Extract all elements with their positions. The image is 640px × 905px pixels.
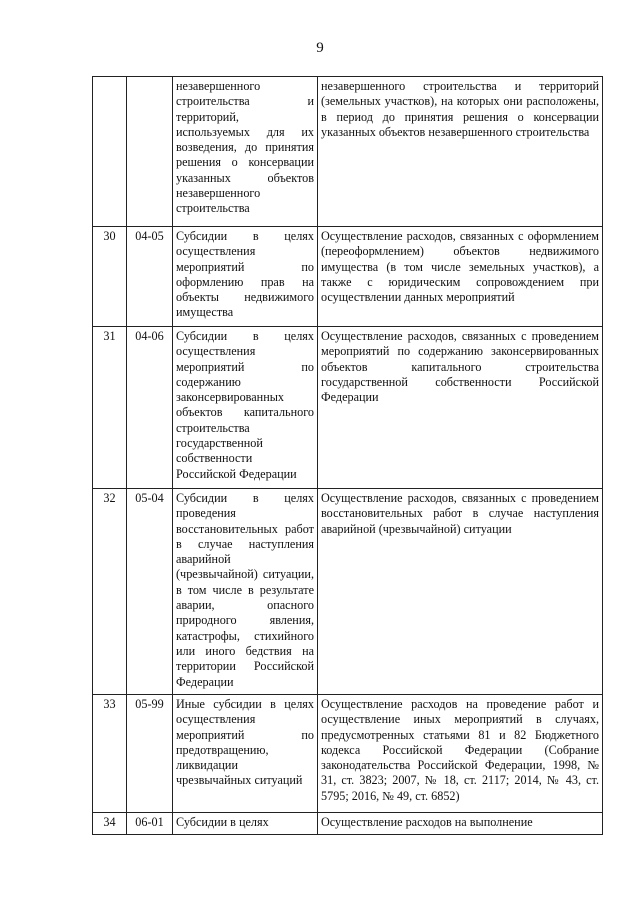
table-row: [93, 695, 603, 813]
document-table: [92, 76, 603, 835]
row-number-cell: 34: [93, 813, 127, 835]
subsidy-name-cell: Субсидии в целях осуществления мероприятий по содержанию законсервированных объектов капитального строительства государственной собственности Российской Федерации: [173, 327, 318, 489]
row-number-cell: 33: [93, 695, 127, 813]
description-cell: Осуществление расходов, связанных с проведением мероприятий по содержанию законсервированных объектов капитального строительства государственной собственности Российской Федерации: [318, 327, 603, 489]
code-cell: 04-05: [127, 227, 173, 327]
code-cell: [127, 77, 173, 227]
subsidy-name-cell: Субсидии в целях: [173, 813, 318, 835]
subsidy-name-cell: незавершенного строительства и территорий, используемых для их возведения, до принятия решения о консервации указанных объектов незавершенного строительства: [173, 77, 318, 227]
description-cell: незавершенного строительства и территорий (земельных участков), на которых они расположены, в период до принятия решения о консервации указанных объектов незавершенного строительства: [318, 77, 603, 227]
code-cell: 05-04: [127, 489, 173, 695]
table-row: [93, 327, 603, 489]
code-cell: 04-06: [127, 327, 173, 489]
subsidy-name-cell: Иные субсидии в целях осуществления мероприятий по предотвращению, ликвидации чрезвычайных ситуаций: [173, 695, 318, 813]
code-cell: 06-01: [127, 813, 173, 835]
description-cell: Осуществление расходов, связанных с оформлением (переоформлением) объектов недвижимого имущества (в том числе земельных участков), а также с юридическим сопровождением при осуществлении данных мероприятий: [318, 227, 603, 327]
row-number-cell: 32: [93, 489, 127, 695]
table-row: [93, 489, 603, 695]
table-row: [93, 77, 603, 227]
description-cell: Осуществление расходов, связанных с проведением восстановительных работ в случае наступления аварийной (чрезвычайной) ситуации: [318, 489, 603, 695]
subsidy-name-cell: Субсидии в целях осуществления мероприятий по оформлению прав на объекты недвижимого имущества: [173, 227, 318, 327]
description-cell: Осуществление расходов на проведение работ и осуществление иных мероприятий в случаях, предусмотренных статьями 81 и 82 Бюджетного кодекса Российской Федерации (Собрание законодательства Российской Федерации, 1998, № 31, ст. 3823; 2007, № 18, ст. 2117; 2014, № 43, ст. 5795; 2016, № 49, ст. 6852): [318, 695, 603, 813]
row-number-cell: 31: [93, 327, 127, 489]
table-row: [93, 227, 603, 327]
row-number-cell: 30: [93, 227, 127, 327]
page-number: 9: [316, 40, 324, 56]
subsidy-name-cell: Субсидии в целях проведения восстановительных работ в случае наступления аварийной (чрезвычайной) ситуации, в том числе в результате аварии, опасного природного явления, катастрофы, стихийного или иного бедствия на территории Российской Федерации: [173, 489, 318, 695]
table-row: [93, 813, 603, 835]
code-cell: 05-99: [127, 695, 173, 813]
description-cell: Осуществление расходов на выполнение: [318, 813, 603, 835]
row-number-cell: [93, 77, 127, 227]
